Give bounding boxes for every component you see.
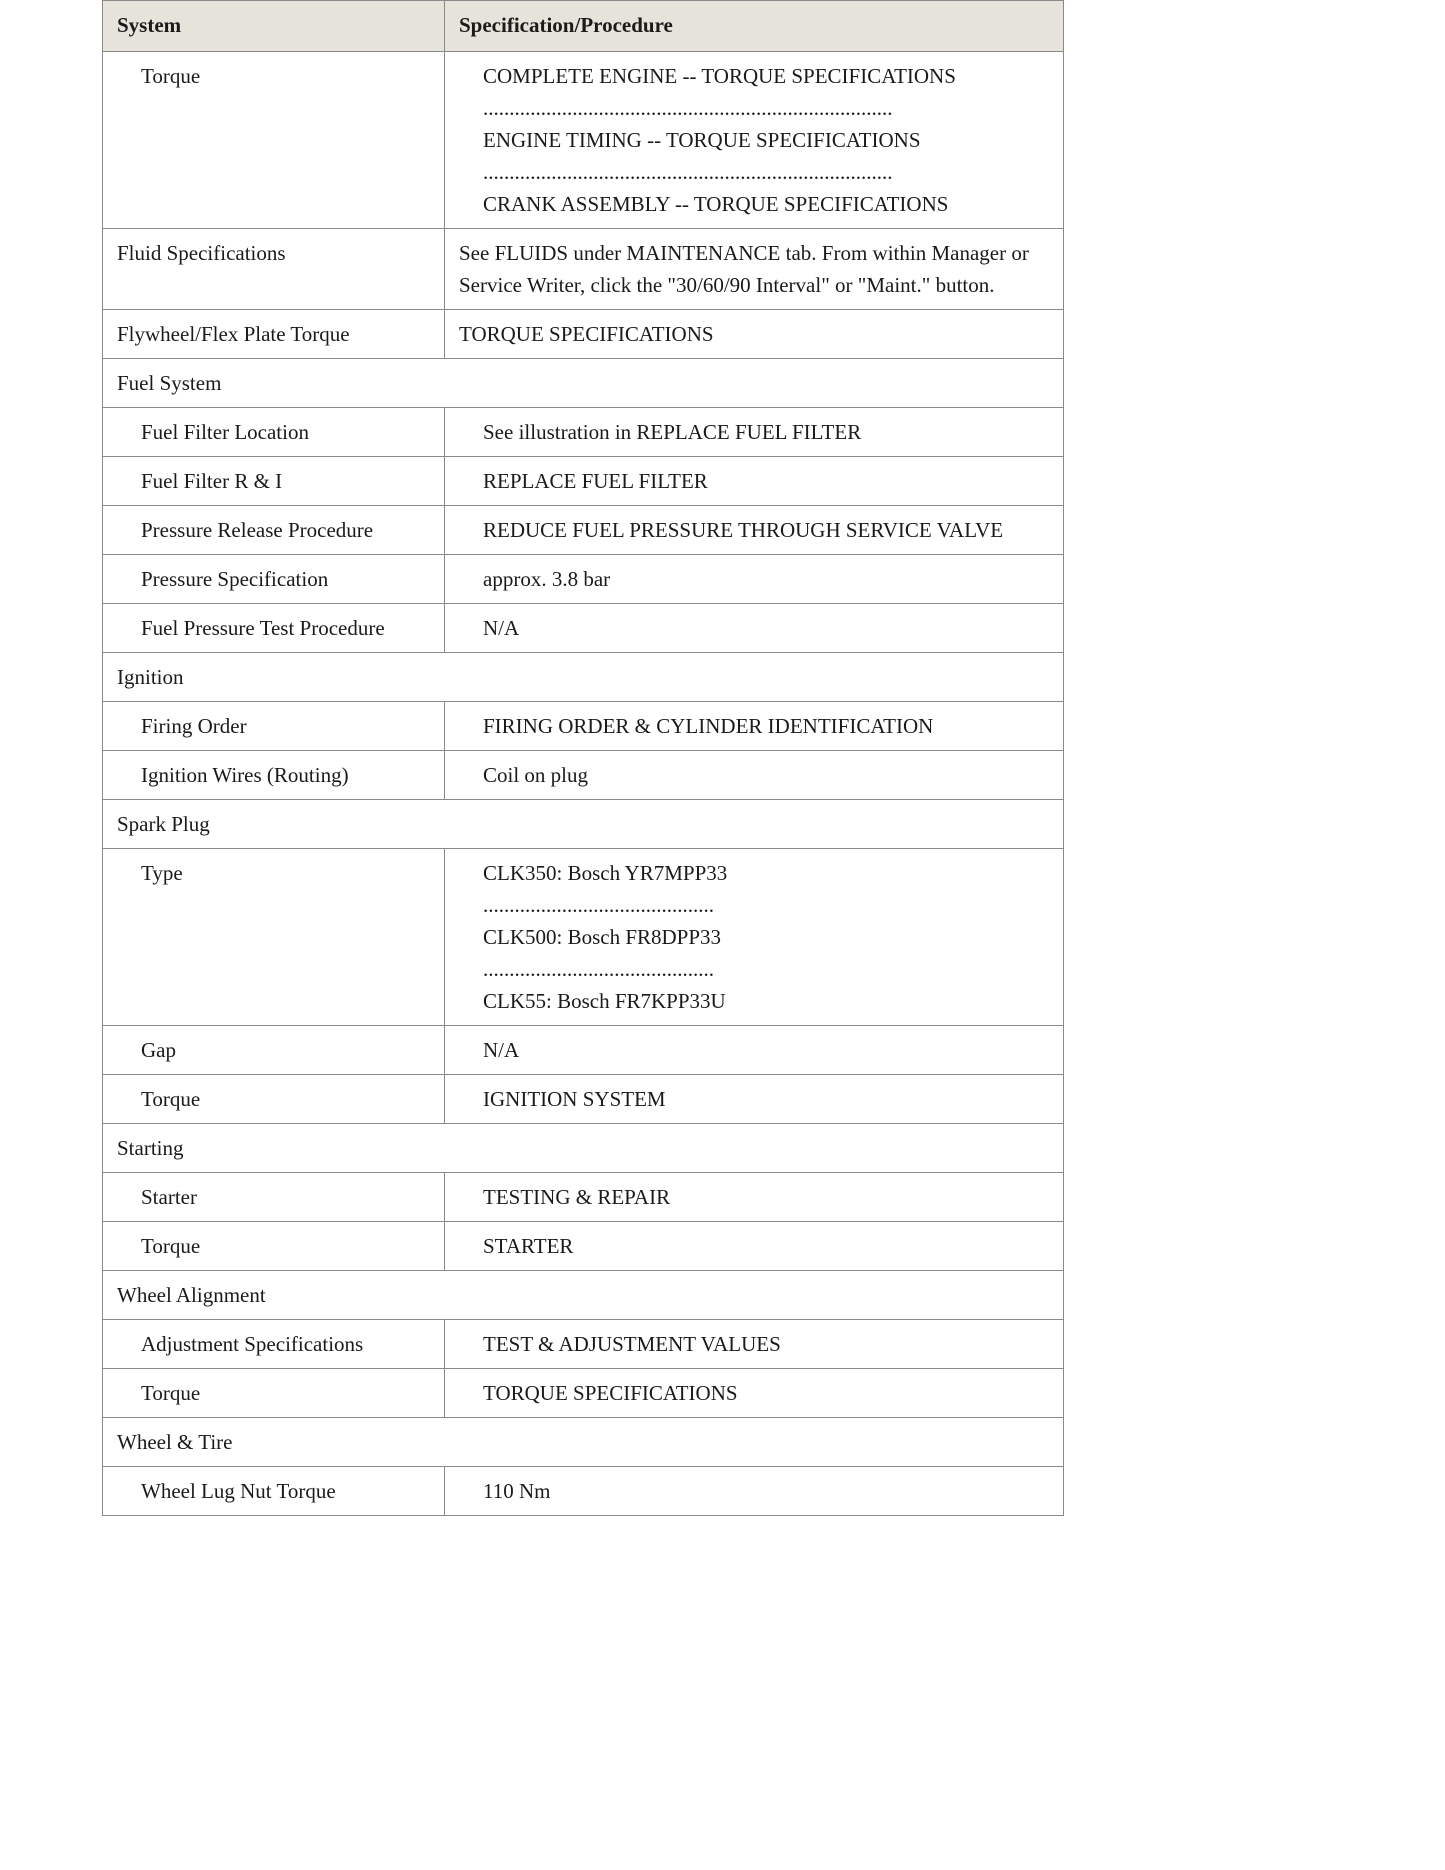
table-row [103,506,1064,555]
system-cell: Torque [103,1222,445,1271]
system-cell: Firing Order [103,702,445,751]
column-header-specification: Specification/Procedure [445,1,1064,52]
section-heading: Starting [103,1124,1064,1173]
section-heading: Wheel & Tire [103,1418,1064,1467]
system-cell: Pressure Release Procedure [103,506,445,555]
spec-cell[interactable]: TORQUE SPECIFICATIONS [445,310,1064,359]
system-cell: Pressure Specification [103,555,445,604]
spec-line: CLK500: Bosch FR8DPP33 [483,925,722,949]
spec-cell: 110 Nm [445,1467,1064,1516]
system-cell: Fuel Pressure Test Procedure [103,604,445,653]
table-row [103,1026,1064,1075]
system-cell: Fuel Filter R & I [103,457,445,506]
section-row [103,653,1064,702]
system-cell: Fuel Filter Location [103,408,445,457]
specification-table [102,0,1064,1516]
spec-cell [445,849,1064,1026]
table-row [103,849,1064,1026]
spec-link[interactable]: COMPLETE ENGINE -- TORQUE SPECIFICATIONS [483,64,956,88]
column-header-system: System [103,1,445,52]
table-row [103,408,1064,457]
section-row [103,1418,1064,1467]
spec-cell[interactable]: IGNITION SYSTEM [445,1075,1064,1124]
section-heading: Fuel System [103,359,1064,408]
spec-cell[interactable]: REDUCE FUEL PRESSURE THROUGH SERVICE VALVE [445,506,1064,555]
table-header-row [103,1,1064,52]
section-heading: Wheel Alignment [103,1271,1064,1320]
table-row [103,1173,1064,1222]
dot-separator: ............................................ [483,957,714,981]
system-cell: Torque [103,1075,445,1124]
spec-cell: See FLUIDS under MAINTENANCE tab. From within Manager or Service Writer, click the "30/60/90 Interval" or "Maint." button. [445,229,1064,310]
system-cell: Adjustment Specifications [103,1320,445,1369]
system-cell: Type [103,849,445,1026]
spec-cell[interactable]: FIRING ORDER & CYLINDER IDENTIFICATION [445,702,1064,751]
table-row [103,604,1064,653]
spec-cell [445,52,1064,229]
section-row [103,1124,1064,1173]
spec-cell[interactable]: TESTING & REPAIR [445,1173,1064,1222]
spec-link[interactable]: ENGINE TIMING -- TORQUE SPECIFICATIONS [483,128,921,152]
system-cell: Gap [103,1026,445,1075]
table-row [103,457,1064,506]
table-row [103,1467,1064,1516]
system-cell: Torque [103,1369,445,1418]
system-cell: Fluid Specifications [103,229,445,310]
table-row [103,1320,1064,1369]
spec-cell[interactable]: TORQUE SPECIFICATIONS [445,1369,1064,1418]
spec-cell: approx. 3.8 bar [445,555,1064,604]
spec-cell: N/A [445,604,1064,653]
system-cell: Torque [103,52,445,229]
table-row [103,229,1064,310]
dot-separator: .............................................................................. [483,160,893,184]
dot-separator: ............................................ [483,893,714,917]
table-row [103,52,1064,229]
section-row [103,800,1064,849]
system-cell: Flywheel/Flex Plate Torque [103,310,445,359]
section-heading: Spark Plug [103,800,1064,849]
table-row [103,702,1064,751]
system-cell: Wheel Lug Nut Torque [103,1467,445,1516]
spec-cell[interactable]: See illustration in REPLACE FUEL FILTER [445,408,1064,457]
spec-line: CLK350: Bosch YR7MPP33 [483,861,728,885]
dot-separator: .............................................................................. [483,96,893,120]
spec-cell[interactable]: REPLACE FUEL FILTER [445,457,1064,506]
section-row [103,359,1064,408]
table-row [103,1075,1064,1124]
table-row [103,310,1064,359]
spec-cell[interactable]: STARTER [445,1222,1064,1271]
table-row [103,555,1064,604]
spec-cell: N/A [445,1026,1064,1075]
spec-line: CLK55: Bosch FR7KPP33U [483,989,726,1013]
section-row [103,1271,1064,1320]
table-row [103,751,1064,800]
spec-cell: Coil on plug [445,751,1064,800]
table-row [103,1222,1064,1271]
section-heading: Ignition [103,653,1064,702]
spec-link[interactable]: CRANK ASSEMBLY -- TORQUE SPECIFICATIONS [483,192,949,216]
table-row [103,1369,1064,1418]
spec-cell[interactable]: TEST & ADJUSTMENT VALUES [445,1320,1064,1369]
system-cell: Ignition Wires (Routing) [103,751,445,800]
system-cell: Starter [103,1173,445,1222]
